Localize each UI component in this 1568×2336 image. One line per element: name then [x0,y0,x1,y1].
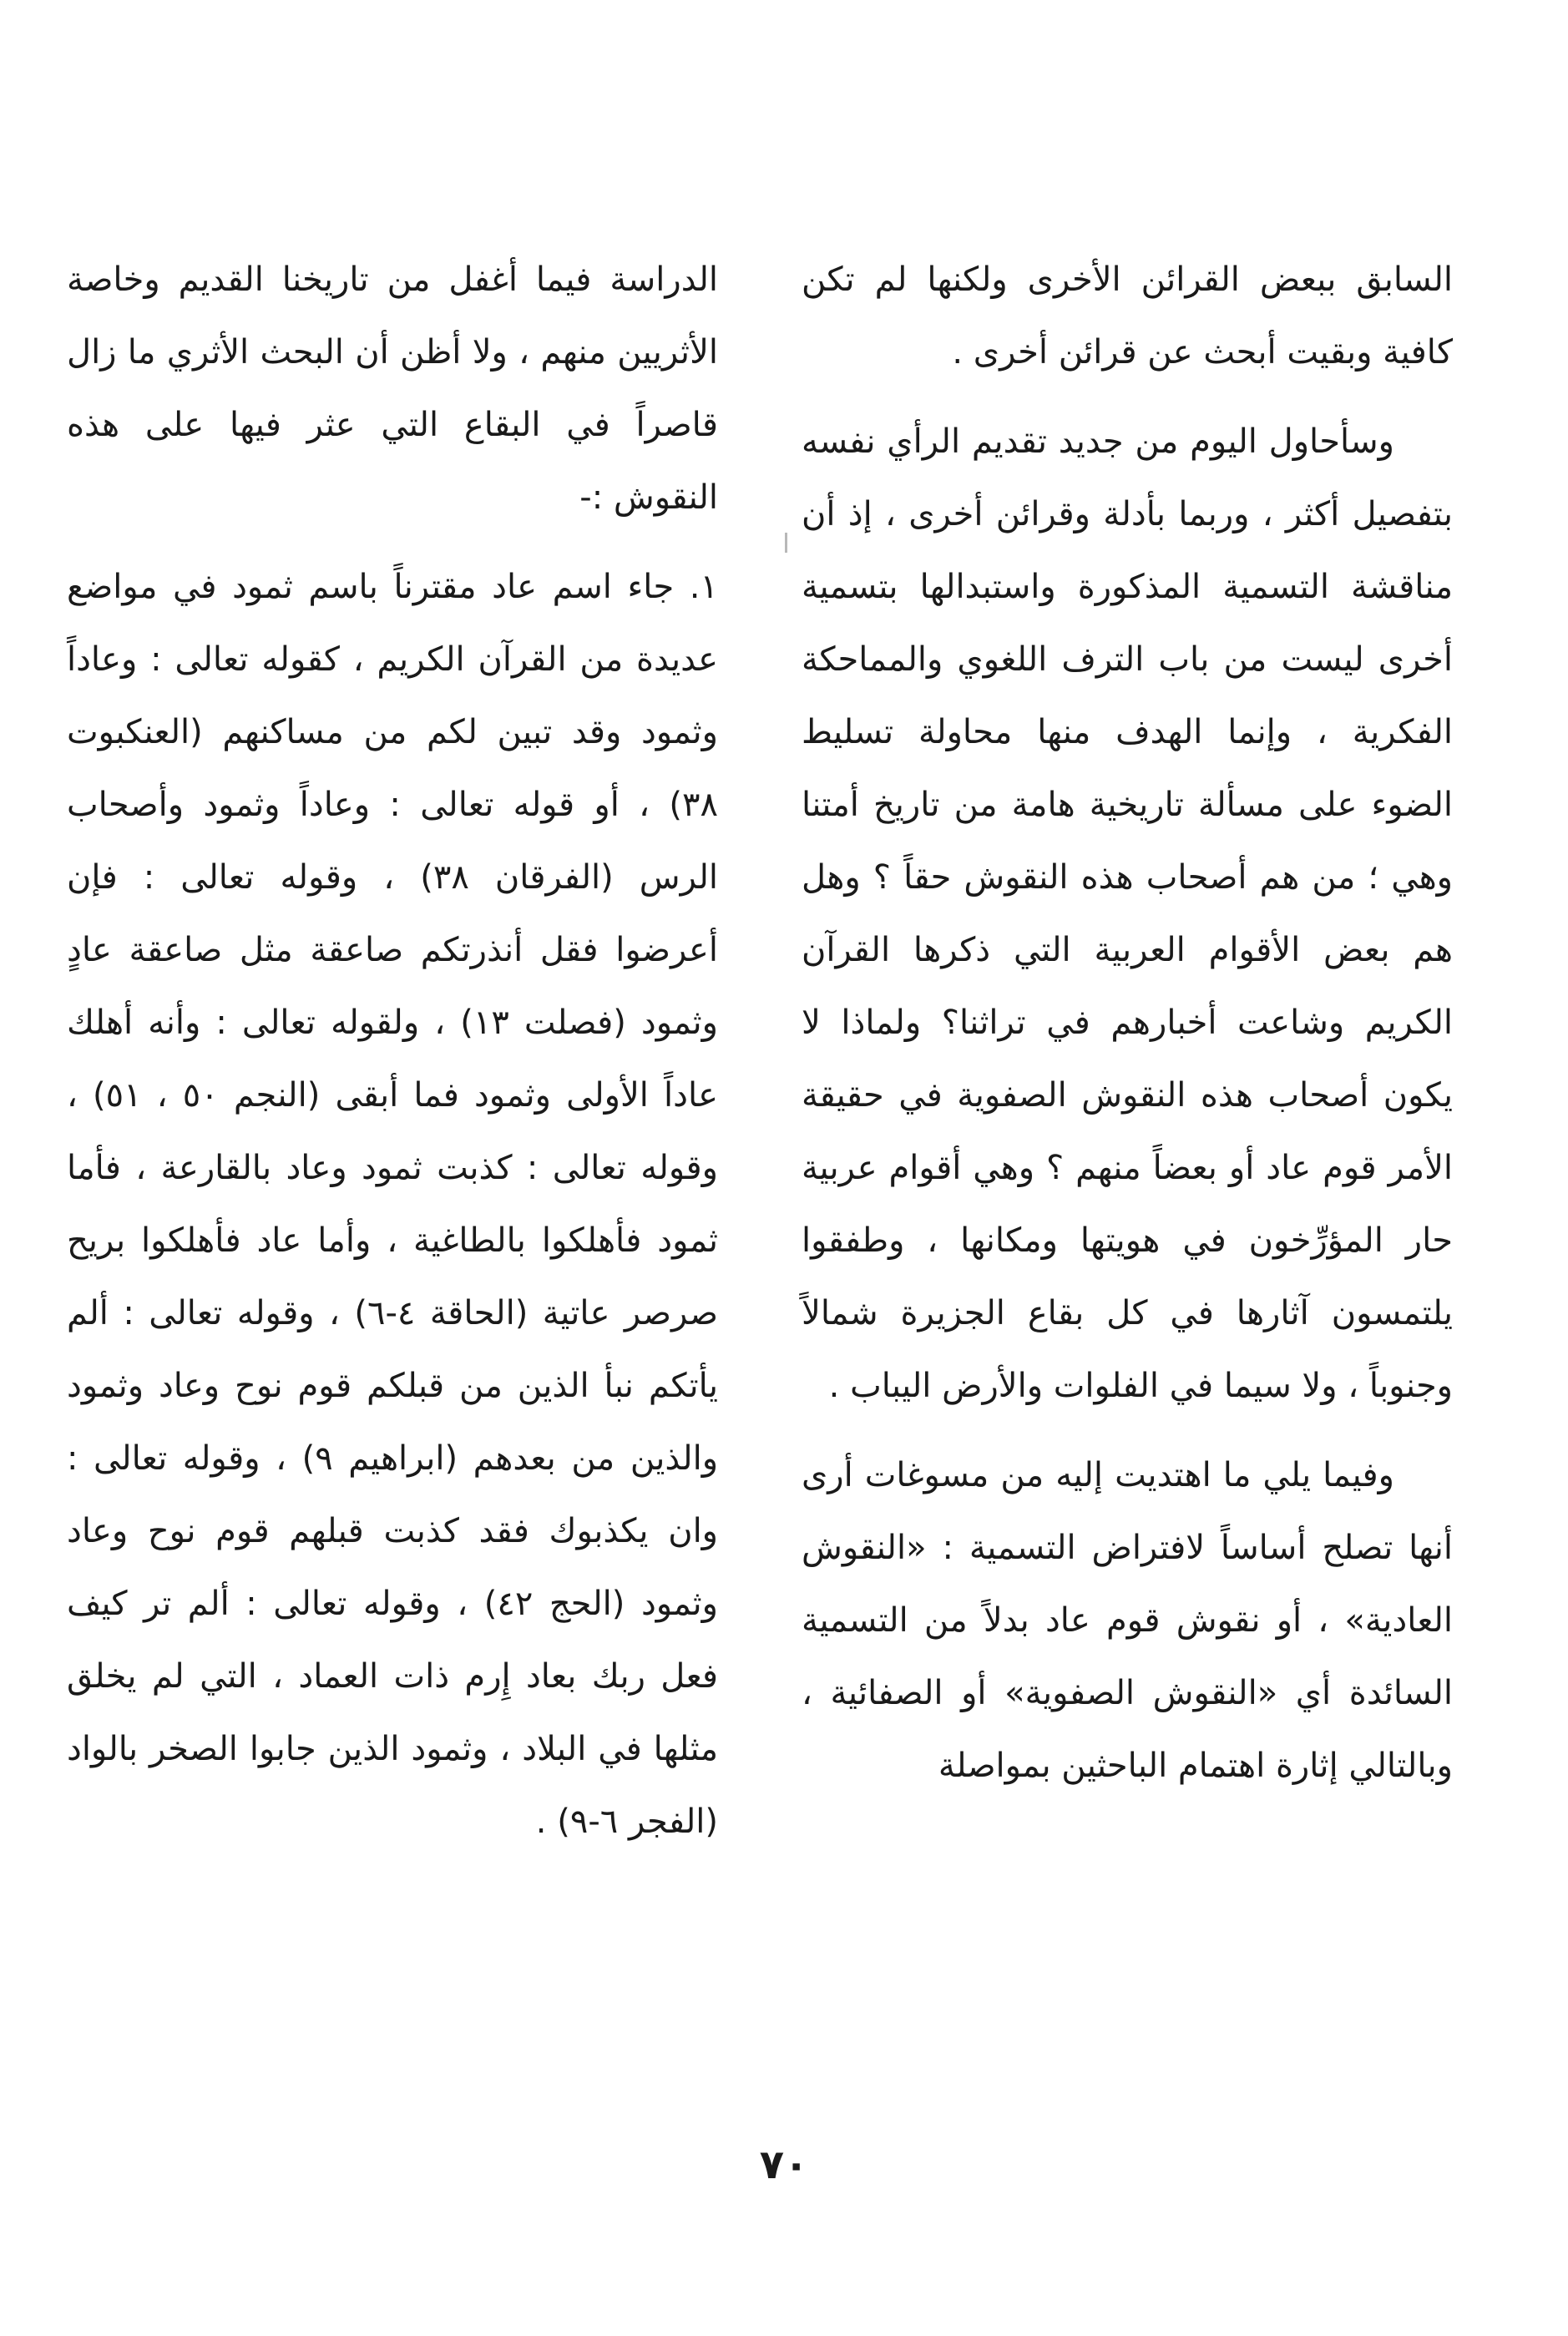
paragraph: وسأحاول اليوم من جديد تقديم الرأي نفسه بتفصيل أكثر ، وربما بأدلة وقرائن أخرى ، إذ أن مناقشة التسمية المذكورة واستبدالها بتسمية أخرى ليست من باب الترف اللغوي والمماحكة الفكرية ، وإنما الهدف منها محاولة تسليط الضوء على مسألة تاريخية هامة من تاريخ أمتنا وهي ؛ من هم أصحاب هذه النقوش حقاً ؟ وهل هم بعض الأقوام العربية التي ذكرها القرآن الكريم وشاعت أخبارهم في تراثنا؟ ولماذا لا يكون أصحاب هذه النقوش الصفوية في حقيقة الأمر قوم عاد أو بعضاً منهم ؟ وهي أقوام عربية حار المؤرِّخون في هويتها ومكانها ، وطفقوا يلتمسون آثارها في كل بقاع الجزيرة شمالاً وجنوباً ، ولا سيما في الفلوات والأرض اليباب . [802,422,1453,1405]
right-text-column [802,244,1453,1803]
numbered-paragraph: ١. جاء اسم عاد مقترناً باسم ثمود في مواضع عديدة من القرآن الكريم ، كقوله تعالى : وعاداً وثمود وقد تبين لكم من مساكنهم (العنكبوت ٣٨) ، أو قوله تعالى : وعاداً وثمود وأصحاب الرس (الفرقان ٣٨) ، وقوله تعالى : فإن أعرضوا فقل أنذرتكم صاعقة مثل صاعقة عادٍ وثمود (فصلت ١٣) ، ولقوله تعالى : وأنه أهلك عاداً الأولى وثمود فما أبقى (النجم ٥٠ ، ٥١) ، وقوله تعالى : كذبت ثمود وعاد بالقارعة ، فأما ثمود فأهلكوا بالطاغية ، وأما عاد فأهلكوا بريح صرصر عاتية (الحاقة ٤-٦) ، وقوله تعالى : ألم يأتكم نبأ الذين من قبلكم قوم نوح وعاد وثمود والذين من بعدهم (ابراهيم ٩) ، وقوله تعالى : وان يكذبوك فقد كذبت قبلهم قوم نوح وعاد وثمود (الحج ٤٢) ، وقوله تعالى : ألم تر كيف فعل ربك بعاد إِرم ذات العماد ، التي لم يخلق مثلها في البلاد ، وثمود الذين جابوا الصخر بالواد (الفجر ٦-٩) . [67,568,719,1841]
margin-mark [785,533,787,553]
paragraph: وفيما يلي ما اهتديت إليه من مسوغات أرى أنها تصلح أساساً لافتراض التسمية : «النقوش العادية» ، أو نقوش قوم عاد بدلاً من التسمية السائدة أي «النقوش الصفوية» أو الصفائية ، وبالتالي إثارة اهتمام الباحثين بمواصلة [802,1456,1453,1785]
paragraph: الدراسة فيما أغفل من تاريخنا القديم وخاصة الأثريين منهم ، ولا أظن أن البحث الأثري ما زال قاصراً في البقاع التي عثر فيها على هذه النقوش :- [67,260,718,517]
left-text-column [67,244,718,1858]
page-number: ٧٠ [759,2141,809,2188]
paragraph: السابق ببعض القرائن الأخرى ولكنها لم تكن كافية وبقيت أبحث عن قرائن أخرى . [802,260,1453,372]
